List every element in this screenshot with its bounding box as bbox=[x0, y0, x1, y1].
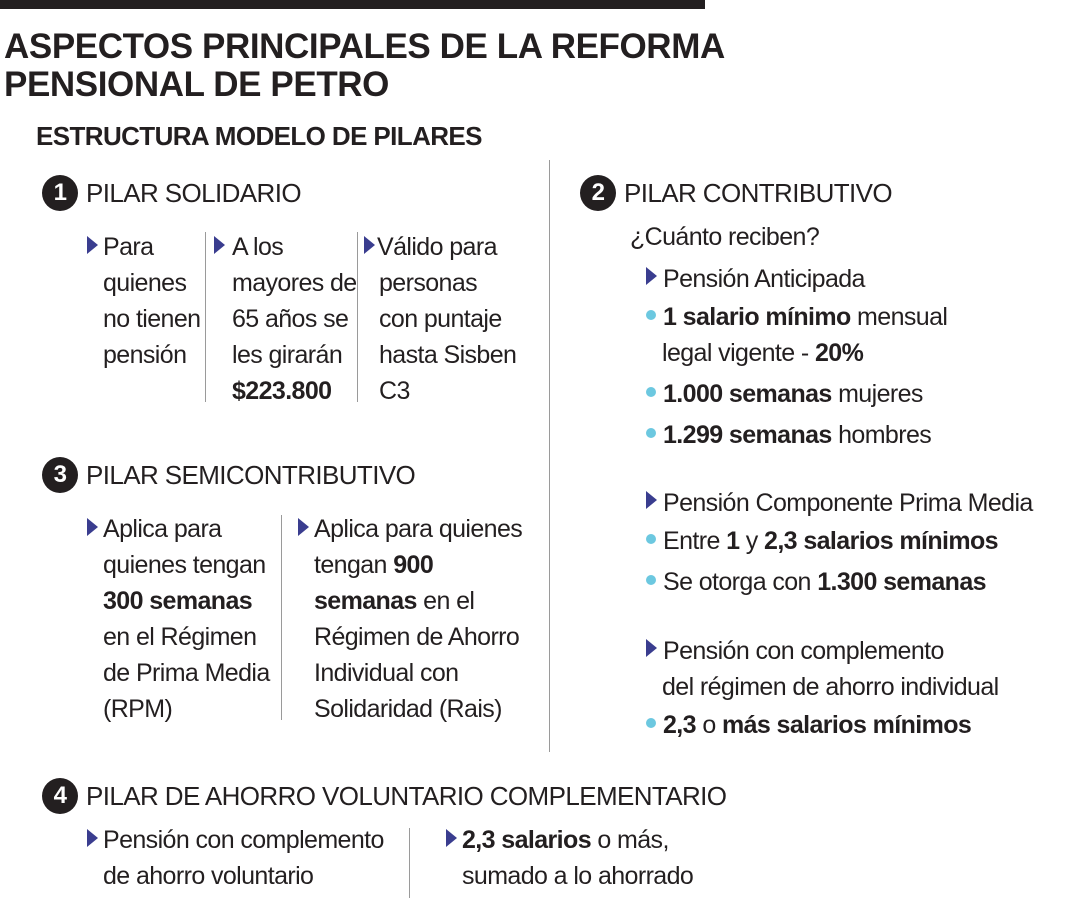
text-run: Se otorga con bbox=[663, 568, 818, 596]
text-line: Válido para bbox=[377, 233, 497, 261]
text-line bbox=[462, 822, 693, 858]
text-line: A los bbox=[232, 233, 284, 261]
top-rule bbox=[0, 0, 705, 9]
anticipada-block bbox=[646, 261, 947, 453]
pillar3-col2 bbox=[314, 511, 522, 727]
number-badge-4: 4 bbox=[42, 778, 78, 814]
text-line: Régimen de Ahorro bbox=[314, 623, 520, 651]
pillar2-title: PILAR CONTRIBUTIVO bbox=[624, 178, 893, 208]
bullet-dot-icon bbox=[646, 310, 656, 320]
text-run: o más, bbox=[591, 826, 669, 854]
text-run: legal vigente - bbox=[662, 339, 815, 367]
pillar1-col3 bbox=[379, 229, 516, 409]
text-line: 65 años se bbox=[232, 305, 349, 333]
text-run: 2,3 salarios mínimos bbox=[764, 527, 998, 555]
text-line: con puntaje bbox=[379, 305, 502, 333]
pillar1-col1 bbox=[103, 229, 200, 373]
pillar1-col2 bbox=[232, 229, 357, 409]
pillar4-heading bbox=[42, 778, 726, 814]
text-line: C3 bbox=[379, 377, 410, 405]
text-run: 1.299 semanas bbox=[663, 421, 832, 449]
text-line: quienes tengan bbox=[103, 551, 266, 579]
text-line: Aplica para bbox=[103, 515, 222, 543]
percent-value: 20% bbox=[815, 339, 864, 367]
complemento-heading bbox=[646, 633, 999, 669]
text-run: 1.000 semanas bbox=[663, 380, 832, 408]
prima-media-bullet-2 bbox=[646, 564, 1033, 600]
bullet-dot-icon bbox=[646, 575, 656, 585]
text-line bbox=[314, 583, 522, 619]
number-badge-1: 1 bbox=[42, 175, 78, 211]
text-line: (RPM) bbox=[103, 695, 173, 723]
bullet-triangle-icon bbox=[646, 267, 657, 285]
anticipada-bullet-3 bbox=[646, 417, 947, 453]
bullet-triangle-icon bbox=[646, 491, 657, 509]
bullet-triangle-icon bbox=[214, 236, 225, 254]
text-line: mayores de bbox=[232, 269, 357, 297]
text-line: personas bbox=[379, 269, 478, 297]
pillar1-divider-b bbox=[357, 232, 358, 402]
text-run: tengan bbox=[314, 551, 394, 579]
weeks-value: 300 semanas bbox=[103, 587, 253, 615]
bullet-dot-icon bbox=[646, 534, 656, 544]
complemento-block bbox=[646, 633, 999, 743]
text-run: Pensión Componente Prima Media bbox=[663, 489, 1033, 517]
pillar3-heading bbox=[42, 457, 415, 493]
column-divider-main bbox=[549, 160, 550, 752]
pillar1-heading bbox=[42, 175, 301, 211]
pillar4-divider bbox=[409, 828, 410, 898]
text-run: 2,3 bbox=[663, 711, 696, 739]
text-run: hombres bbox=[831, 421, 932, 449]
text-line: Pensión con complemento bbox=[103, 826, 384, 854]
anticipada-bullet-2 bbox=[646, 376, 947, 412]
bullet-triangle-icon bbox=[87, 829, 98, 847]
text-run: en el bbox=[416, 587, 475, 615]
pillar1-divider-a bbox=[205, 232, 206, 402]
prima-media-block bbox=[646, 485, 1033, 600]
text-run: 1 bbox=[726, 527, 740, 555]
bullet-triangle-icon bbox=[446, 829, 457, 847]
text-line: hasta Sisben bbox=[379, 341, 517, 369]
bullet-dot-icon bbox=[646, 718, 656, 728]
anticipada-heading bbox=[646, 261, 947, 297]
section-subtitle: ESTRUCTURA MODELO DE PILARES bbox=[36, 121, 482, 151]
prima-media-bullet-1 bbox=[646, 523, 1033, 559]
text-line: de ahorro voluntario bbox=[103, 862, 314, 890]
text-run: y bbox=[739, 527, 765, 555]
pillar2-question: ¿Cuánto reciben? bbox=[630, 223, 820, 251]
bullet-triangle-icon bbox=[87, 518, 98, 536]
pillar3-col1 bbox=[103, 511, 270, 727]
text-run: 1 salario mínimo bbox=[663, 303, 851, 331]
pillar4-col1 bbox=[103, 822, 384, 894]
text-run: mujeres bbox=[831, 380, 923, 408]
text-run: Pensión con complemento bbox=[663, 637, 944, 665]
text-line: de Prima Media bbox=[103, 659, 270, 687]
text-line: Para bbox=[103, 233, 154, 261]
anticipada-bullet-1 bbox=[646, 299, 947, 335]
text-run: 1.300 semanas bbox=[817, 568, 986, 596]
text-run: más salarios mínimos bbox=[721, 711, 972, 739]
pillar1-title: PILAR SOLIDARIO bbox=[86, 178, 301, 208]
text-line: sumado a lo ahorrado bbox=[462, 862, 694, 890]
bullet-triangle-icon bbox=[298, 518, 309, 536]
text-line: Individual con bbox=[314, 659, 459, 687]
complemento-bullet-1 bbox=[646, 707, 999, 743]
bullet-dot-icon bbox=[646, 387, 656, 397]
page-title bbox=[4, 28, 725, 104]
text-line: pensión bbox=[103, 341, 187, 369]
weeks-label: semanas bbox=[314, 587, 417, 615]
weeks-value: 900 bbox=[393, 551, 434, 579]
text-run: o bbox=[695, 711, 722, 739]
title-line-2: PENSIONAL DE PETRO bbox=[4, 65, 389, 104]
text-run: Pensión Anticipada bbox=[663, 265, 865, 293]
pillar2-heading bbox=[580, 175, 892, 211]
text-line bbox=[314, 547, 522, 583]
bullet-triangle-icon bbox=[87, 236, 98, 254]
number-badge-2: 2 bbox=[580, 175, 616, 211]
title-line-1: ASPECTOS PRINCIPALES DE LA REFORMA bbox=[4, 27, 725, 66]
prima-media-heading bbox=[646, 485, 1033, 521]
bullet-triangle-icon bbox=[364, 236, 375, 254]
number-badge-3: 3 bbox=[42, 457, 78, 493]
text-run: 2,3 salarios bbox=[462, 826, 592, 854]
text-run: Entre bbox=[663, 527, 727, 555]
amount-value: $223.800 bbox=[232, 377, 332, 405]
pillar3-divider bbox=[281, 515, 282, 720]
text-run: mensual bbox=[850, 303, 948, 331]
text-line: Aplica para quienes bbox=[314, 515, 523, 543]
pillar4-title: PILAR DE AHORRO VOLUNTARIO COMPLEMENTARIO bbox=[86, 781, 727, 811]
anticipada-bullet-1-cont bbox=[646, 335, 947, 371]
pillar4-col2 bbox=[462, 822, 693, 894]
text-line: Solidaridad (Rais) bbox=[314, 695, 502, 723]
bullet-dot-icon bbox=[646, 428, 656, 438]
text-line: les girarán bbox=[232, 341, 343, 369]
bullet-triangle-icon bbox=[646, 639, 657, 657]
pillar3-title: PILAR SEMICONTRIBUTIVO bbox=[86, 460, 416, 490]
text-line: en el Régimen bbox=[103, 623, 257, 651]
complemento-heading-cont: del régimen de ahorro individual bbox=[662, 673, 999, 701]
text-line: no tienen bbox=[103, 305, 201, 333]
text-line: quienes bbox=[103, 269, 187, 297]
